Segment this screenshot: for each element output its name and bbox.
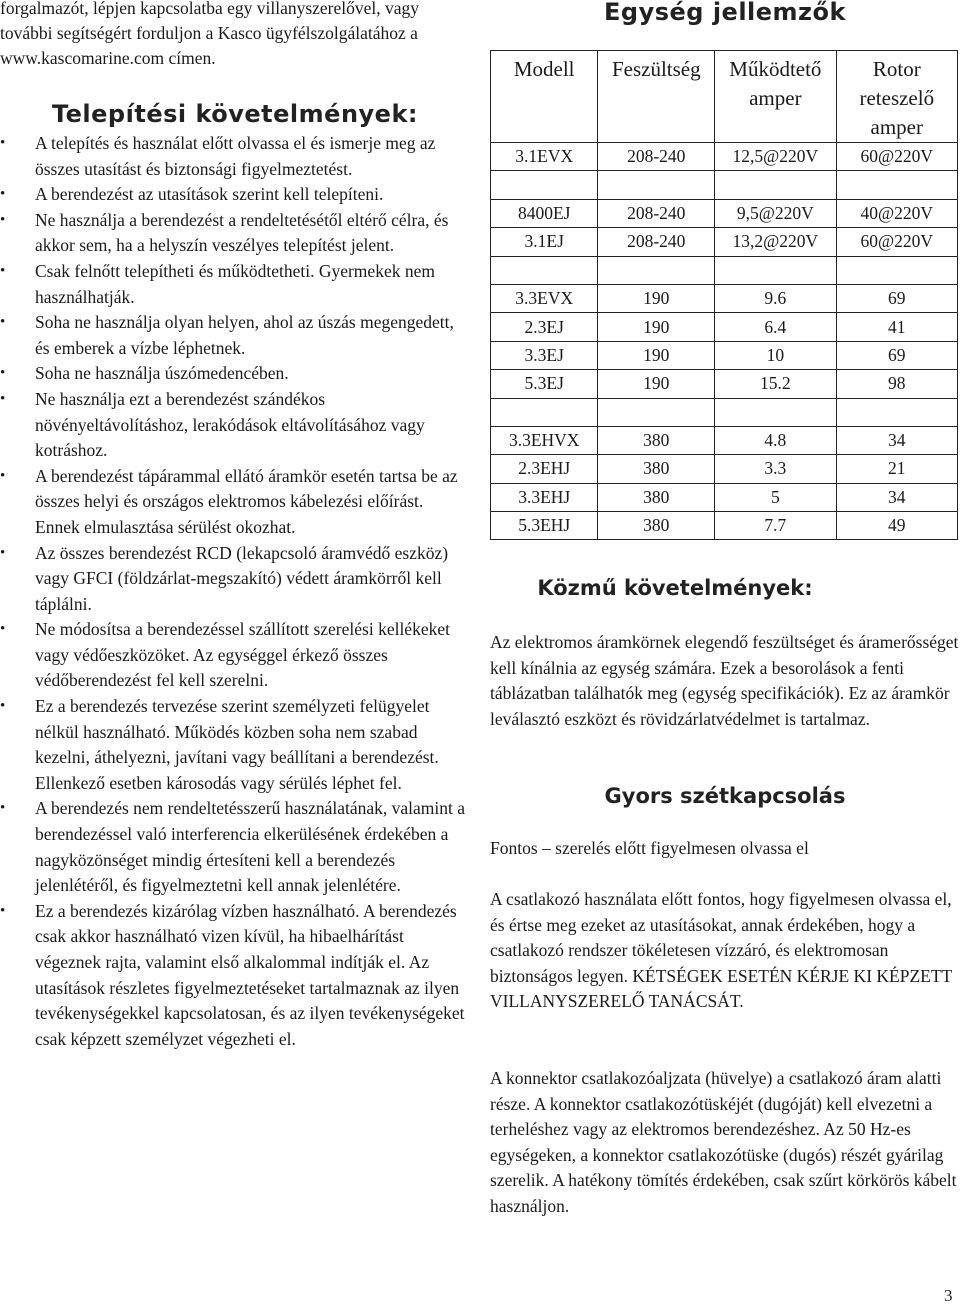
header-voltage: Feszültség xyxy=(598,51,715,143)
bullet-icon: • xyxy=(0,262,6,279)
left-column xyxy=(0,0,470,75)
bullet-icon: • xyxy=(0,621,6,638)
quick-disconnect-heading: Gyors szétkapcsolás xyxy=(604,784,846,808)
bullet-icon: • xyxy=(0,390,6,407)
intro-paragraph: forgalmazót, lépjen kapcsolatba egy villanyszerelővel, vagy további segítségért forduljon a Kasco ügyfélszolgálatához a www.kascomarine.com címen. xyxy=(0,0,420,68)
bullet-icon: • xyxy=(0,211,6,228)
bullet-icon: • xyxy=(0,800,6,817)
table-row: 3.3EHVX 380 4.8 34 xyxy=(491,426,958,454)
table-row: 3.3EHJ 380 5 34 xyxy=(491,483,958,511)
list-item: • Soha ne használja olyan helyen, ahol az úszás megengedett, és emberek a vízbe léphetnek. xyxy=(0,312,454,358)
list-item: • Ez a berendezés tervezése szerint személyzeti felügyelet nélkül használható. Működés közben soha nem szabad kezelni, áthelyezni, javítani vagy beállítani a berendezést. Ellenkező esetben károsodás vagy sérülés léphet fel. xyxy=(0,696,439,793)
bullet-icon: • xyxy=(0,186,6,203)
table-row: 2.3EHJ 380 3.3 21 xyxy=(491,455,958,483)
unit-specs-table xyxy=(490,50,958,540)
list-item: • Ne módosítsa a berendezéssel szállított szerelési kellékeket vagy védőeszközöket. Az egységgel érkező összes védőberendezést fel kell szerelni. xyxy=(0,619,450,691)
bullet-icon: • xyxy=(0,544,6,561)
list-item: • Soha ne használja úszómedencében. xyxy=(0,361,470,387)
header-locked-rotor-amps: Rotor reteszelő amper xyxy=(836,51,957,143)
page-number: 3 xyxy=(944,1286,953,1305)
bullet-icon: • xyxy=(0,135,6,151)
table-row: 3.1EJ 208-240 13,2@220V 60@220V xyxy=(491,228,958,256)
table-row: 3.3EVX 190 9.6 69 xyxy=(491,284,958,312)
bullet-icon: • xyxy=(0,314,6,331)
table-row: 3.1EVX 208-240 12,5@220V 60@220V xyxy=(491,143,958,171)
table-row xyxy=(491,398,958,426)
table-row: 2.3EJ 190 6.4 41 xyxy=(491,313,958,341)
utility-requirements-text: Az elektromos áramkörnek elegendő feszültséget és áramerősséget kell kínálnia az egység számára. Ezek a besorolások a fenti táblázatban találhatók meg (egység specifikációk). Ez az áramkör leválasztó eszközt és rövidzárlatvédelmet is tartalmaz. xyxy=(490,632,959,729)
bullet-icon: • xyxy=(0,365,6,382)
quick-disconnect-paragraph-1: A csatlakozó használata előtt fontos, hogy figyelmesen olvassa el, és értse meg ezeket az utasításokat, annak érdekében, hogy a csatlakozó rendszer tökéletesen vízzáró, és elektromosan biztonságos legyen. KÉTSÉGEK ESETÉN KÉRJE KI KÉPZETT VILLANYSZERELŐ TANÁCSÁT. xyxy=(490,889,952,1012)
list-item: • Ne használja a berendezést a rendeltetésétől eltérő célra, és akkor sem, ha a helyszín veszélyes telepítést jelent. xyxy=(0,209,449,256)
install-requirements-list xyxy=(0,131,470,1052)
install-requirements-heading: Telepítési követelmények: xyxy=(51,100,419,128)
header-operating-amps: Működtető amper xyxy=(715,51,836,143)
quick-disconnect-important: Fontos – szerelés előtt figyelmesen olvassa el xyxy=(490,838,809,858)
list-item: • Ne használja ezt a berendezést szándékos növényeltávolításhoz, lerakódások eltávolításához vagy kotráshoz. xyxy=(0,388,425,461)
header-model: Modell xyxy=(491,51,598,143)
table-row: 5.3EHJ 380 7.7 49 xyxy=(491,512,958,540)
quick-disconnect-paragraph-2: A konnektor csatlakozóaljzata (hüvelye) a csatlakozó áram alatti része. A konnektor csatlakozótüskéjét (dugóját) kell elvezetni a terheléshez vagy az elektromos berendezéshez. Az 50 Hz-es egységeken, a konnektor csatlakozótüske (dugós) részét gyárilag szerelik. A hatékony tömítés érdekében, csak szűrt körkörös kábelt használjon. xyxy=(490,1068,957,1216)
list-item: • A telepítés és használat előtt olvassa el és ismerje meg az összes utasítást és biztonsági figyelmeztetést. xyxy=(0,133,436,179)
bullet-icon: • xyxy=(0,467,6,484)
list-item: • A berendezés nem rendeltetésszerű használatának, valamint a berendezéssel való interferencia elkerülésének érdekében a nagyközönséget mindig értesíteni kell a berendezés jelenlétéről, és figyelmeztetni kell annak jelenlétére. xyxy=(0,798,466,896)
utility-requirements-heading: Közmű követelmények: xyxy=(537,576,813,600)
list-item: • Ez a berendezés kizárólag vízben használható. A berendezés csak akkor használható vizen kívül, ha hibaelhárítást végeznek rajta, valamint első alkalommal indítják el. Az utasítások részletes figyelmeztetéseket tartalmaznak az ilyen tevékenységekkel kapcsolatosan, és az ilyen tevékenységeket csak képzett személyzet végezheti el. xyxy=(0,900,465,1049)
table-header-row xyxy=(491,51,958,143)
list-item: • Az összes berendezést RCD (lekapcsoló áramvédő eszköz) vagy GFCI (földzárlat-megszakító) védett áramkörről kell táplálni. xyxy=(0,542,449,614)
list-item: • Csak felnőtt telepítheti és működtetheti. Gyermekek nem használhatják. xyxy=(0,260,435,307)
table-row xyxy=(491,171,958,199)
bullet-icon: • xyxy=(0,698,6,715)
unit-specs-heading: Egység jellemzők xyxy=(604,0,846,26)
table-row: 3.3EJ 190 10 69 xyxy=(491,341,958,369)
list-item: • A berendezést tápárammal ellátó áramkör esetén tartsa be az összes helyi és országos elektromos kábelezési előírást. Ennek elmulasztása sérülést okozhat. xyxy=(0,465,458,537)
bullet-icon: • xyxy=(0,902,6,919)
table-row: 8400EJ 208-240 9,5@220V 40@220V xyxy=(491,199,958,227)
table-row: 5.3EJ 190 15.2 98 xyxy=(491,370,958,398)
table-row xyxy=(491,256,958,284)
list-item: • A berendezést az utasítások szerint kell telepíteni. xyxy=(0,182,470,208)
